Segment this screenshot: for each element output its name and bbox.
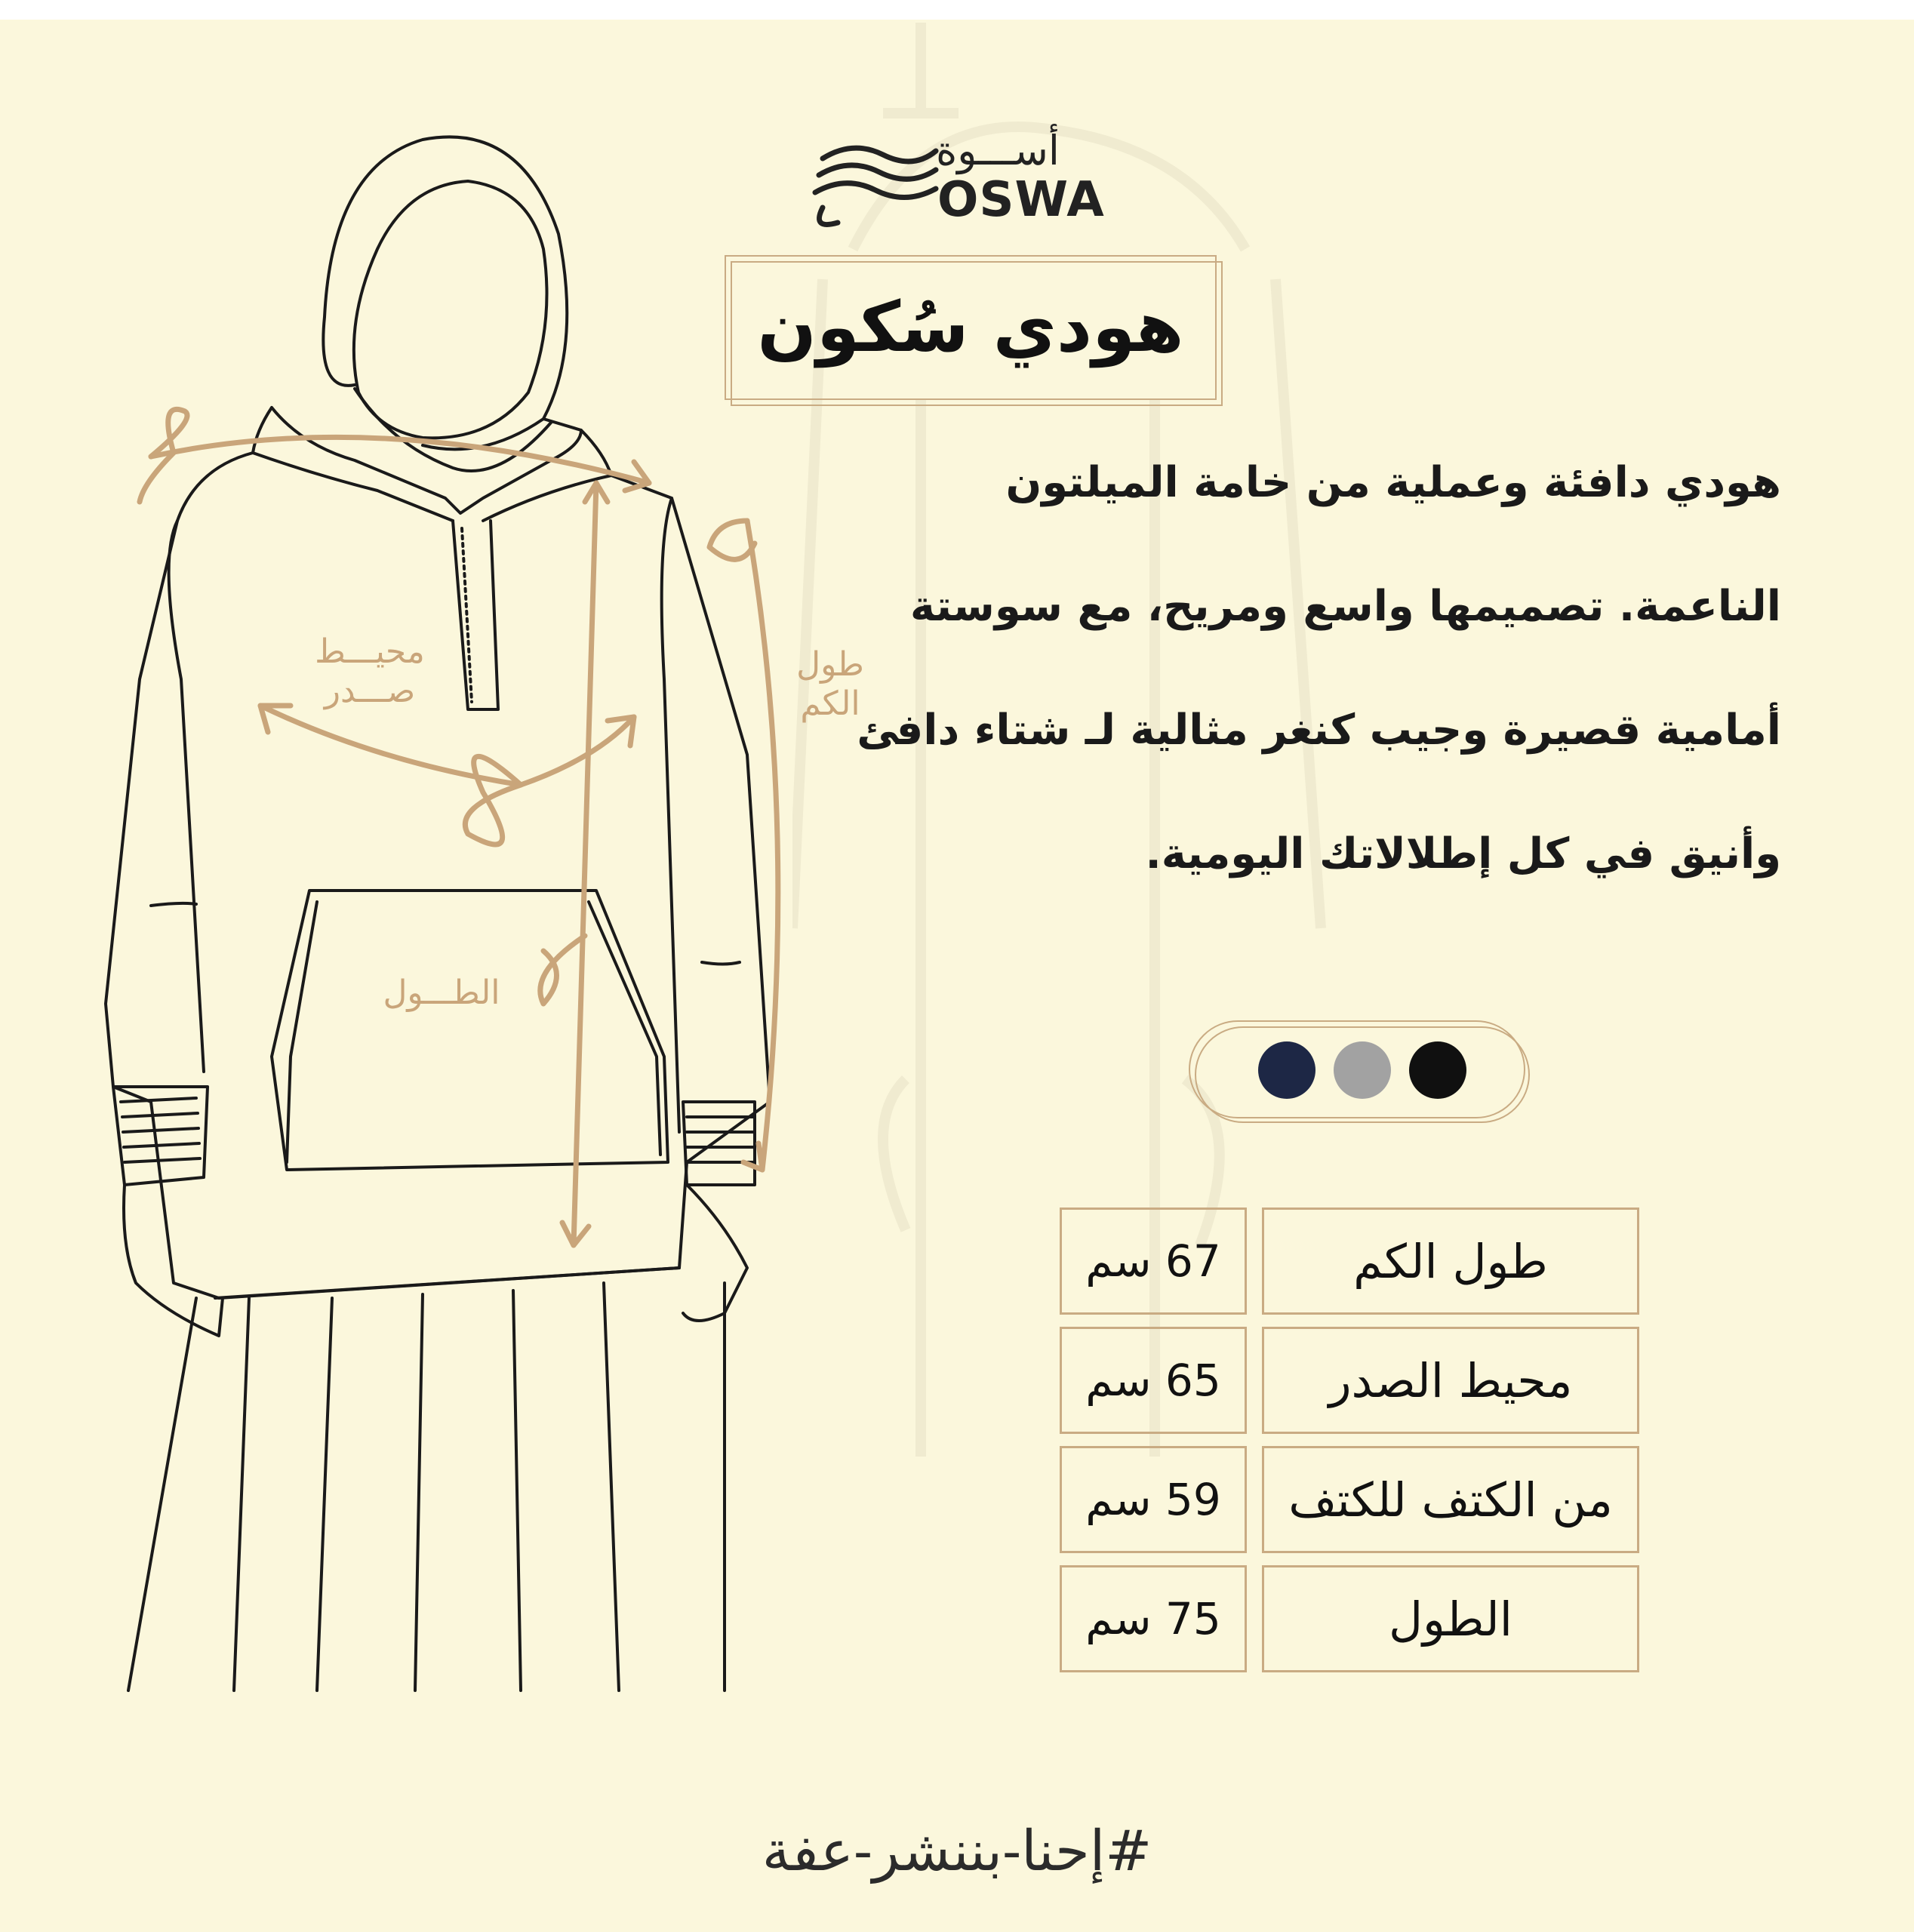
color-swatch-navy[interactable] xyxy=(1258,1041,1315,1099)
color-swatch-grey[interactable] xyxy=(1334,1041,1391,1099)
brand-name-arabic: أســـوة xyxy=(936,127,1060,174)
size-value-chest: 65 سم xyxy=(1060,1327,1247,1434)
size-label-chest: محيط الصدر xyxy=(1262,1327,1639,1434)
color-swatch-black[interactable] xyxy=(1409,1041,1466,1099)
sleeve-measure-label: طول الكم xyxy=(796,645,864,723)
footer-hashtag: #إحنا-بننشر-عفة xyxy=(762,1819,1152,1884)
description-line: الناعمة. تصميمها واسع ومريح، مع سوستة xyxy=(909,582,1781,631)
size-value-sleeve: 67 سم xyxy=(1060,1208,1247,1315)
size-label-length: الطول xyxy=(1262,1565,1639,1672)
brand-name-english: OSWA xyxy=(937,172,1105,228)
description-line: وأنيق في كل إطلالاتك اليومية. xyxy=(1145,829,1781,878)
hoodie-sketch-illustration xyxy=(0,0,830,1736)
size-value-shoulder: 59 سم xyxy=(1060,1446,1247,1553)
chest-measure-label: محيـــط صـــدر xyxy=(315,632,425,710)
description-line: أمامية قصيرة وجيب كنغر مثالية لـ شتاء دافئ xyxy=(857,706,1781,755)
length-measure-label: الطـــول xyxy=(383,974,500,1012)
product-title-frame xyxy=(725,255,1217,400)
description-line: هودي دافئة وعملية من خامة الميلتون xyxy=(1005,458,1781,507)
product-description xyxy=(857,438,1781,933)
size-value-length: 75 سم xyxy=(1060,1565,1247,1672)
size-label-shoulder: من الكتف للكتف xyxy=(1262,1446,1639,1553)
color-options-pill xyxy=(1189,1020,1525,1118)
size-label-sleeve: طول الكم xyxy=(1262,1208,1639,1315)
product-title: هودي سُكون xyxy=(757,287,1184,368)
